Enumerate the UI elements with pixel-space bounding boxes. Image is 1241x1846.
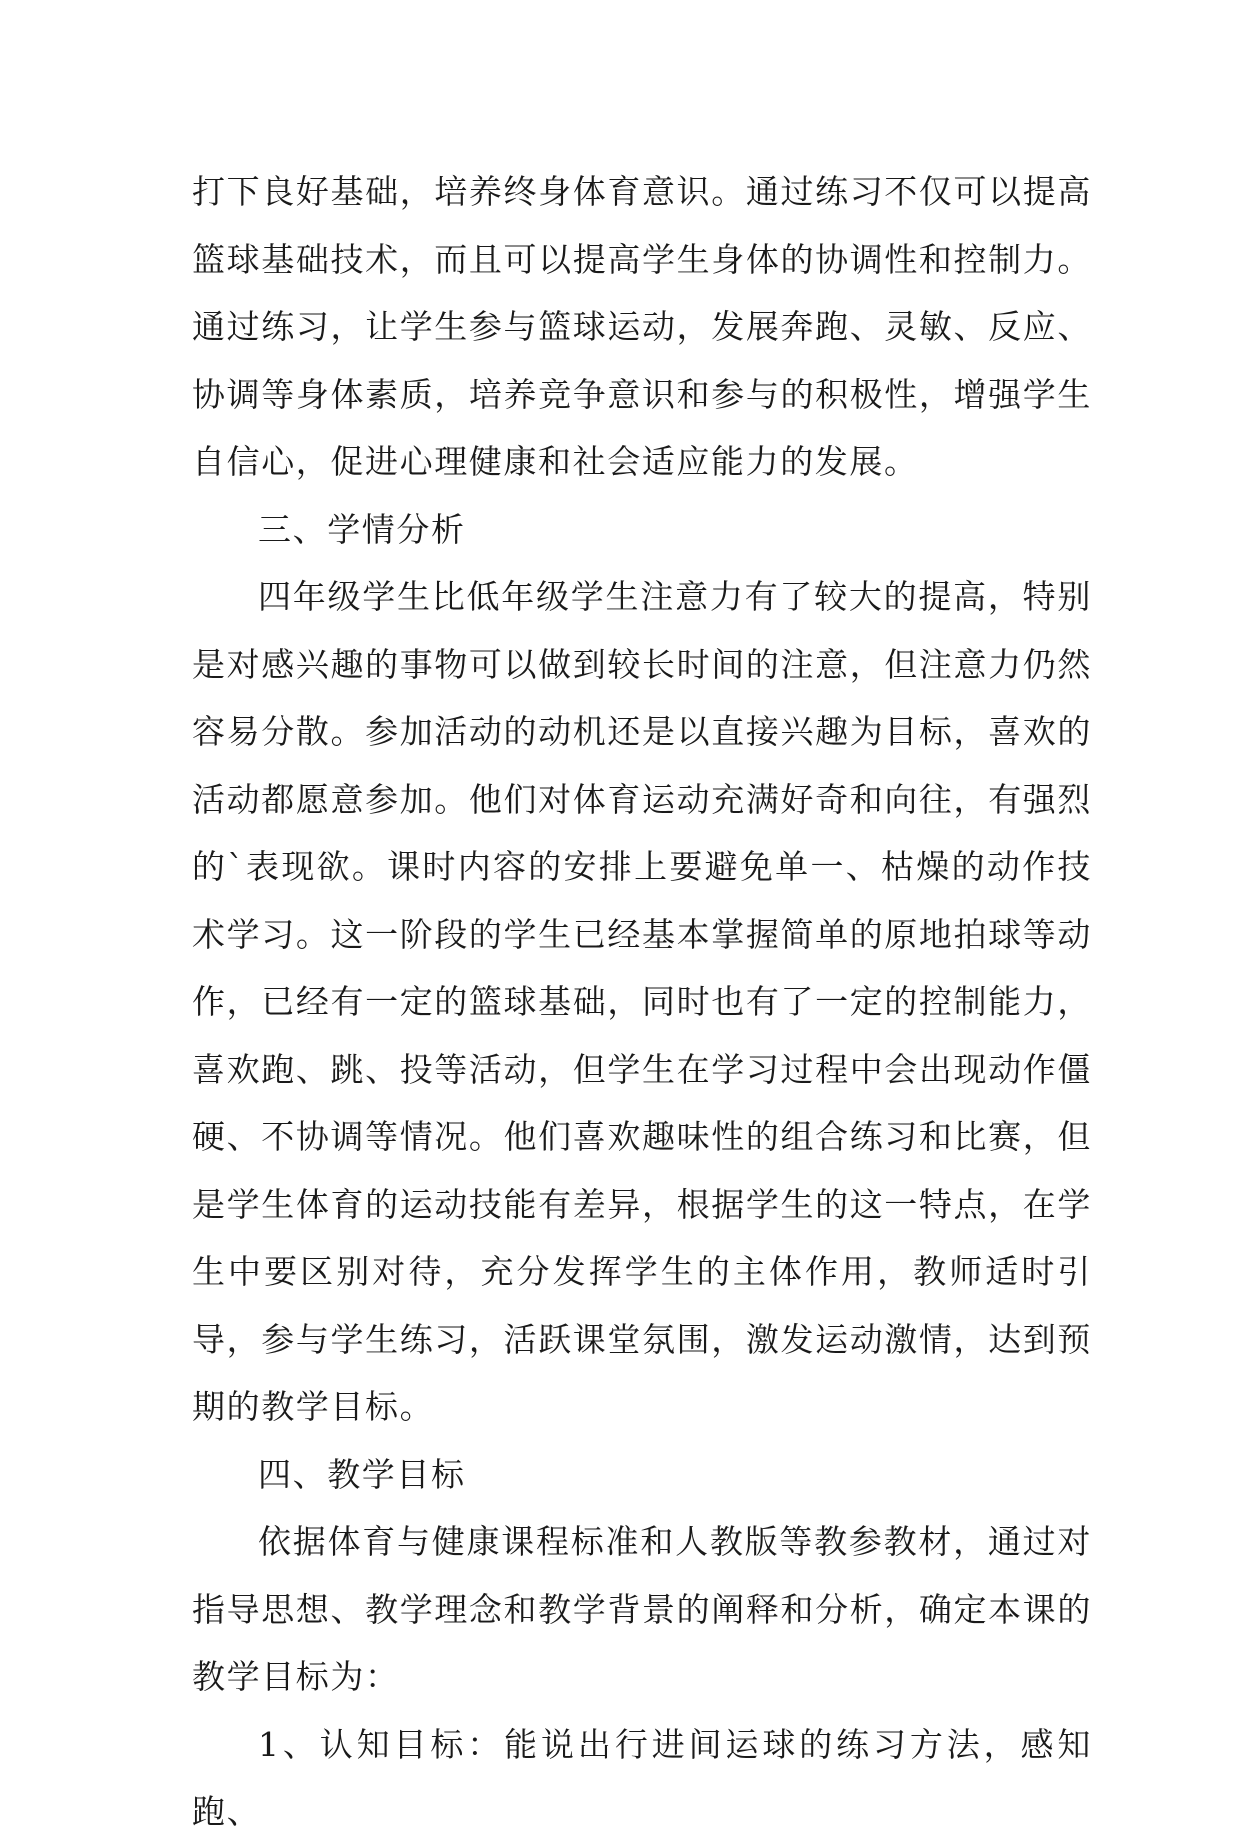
paragraph-goals-basis: 依据体育与健康课程标准和人教版等教参教材，通过对指导思想、教学理念和教学背景的阐释和分析，确定本课的教学目标为：	[192, 1522, 1092, 1696]
paragraph-learning-analysis: 四年级学生比低年级学生注意力有了较大的提高，特别是对感兴趣的事物可以做到较长时间的注意，但注意力仍然容易分散。参加活动的动机还是以直接兴趣为目标，喜欢的活动都愿意参加。他们对体育运动充满好奇和向往，有强烈的`表现欲。课时内容的安排上要避免单一、枯燥的动作技术学习。这一阶段的学生已经基本掌握简单的原地拍球等动作，已经有一定的篮球基础，同时也有了一定的控制能力，喜欢跑、跳、投等活动，但学生在学习过程中会出现动作僵硬、不协调等情况。他们喜欢趣味性的组合练习和比赛，但是学生体育的运动技能有差异，根据学生的这一特点，在学生中要区别对待，充分发挥学生的主体作用，教师适时引导，参与学生练习，活跃课堂氛围，激发运动激情，达到预期的教学目标。	[192, 577, 1092, 1426]
paragraph-cognitive-goal: 1、认知目标：能说出行进间运球的练习方法，感知跑、	[192, 1724, 1092, 1831]
section-heading-learning-analysis: 三、学情分析	[258, 509, 466, 549]
paragraph-intro: 打下良好基础，培养终身体育意识。通过练习不仅可以提高篮球基础技术，而且可以提高学生身体的协调性和控制力。通过练习，让学生参与篮球运动，发展奔跑、灵敏、反应、协调等身体素质，培养竞争意识和参与的积极性，增强学生自信心，促进心理健康和社会适应能力的发展。	[192, 172, 1092, 481]
document-body	[192, 158, 1092, 1846]
section-heading-teaching-goals: 四、教学目标	[258, 1454, 466, 1494]
